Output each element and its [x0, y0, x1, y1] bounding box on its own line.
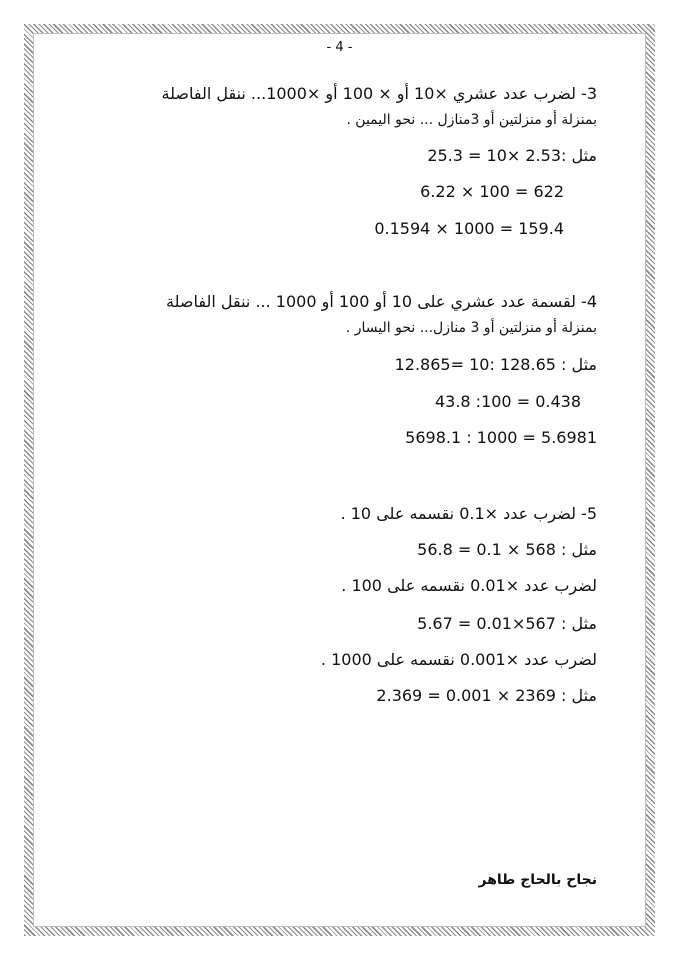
rule-5-line-2: لضرب عدد ×0.01 نقسمه على 100 . [341, 576, 597, 595]
rule-4-example-2: 43.8 :100 = 0.438 [434, 392, 581, 411]
rule-5-example-1: مثل : 568 × 0.1 = 56.8 [417, 540, 597, 559]
rule-3-example-3: 0.1594 × 1000 = 159.4 [374, 219, 564, 238]
rule-5-example-3: مثل : 2369 × 0.001 = 2.369 [376, 686, 597, 705]
rule-5-line-1: 5- لضرب عدد ×0.1 نقسمه على 10 . [340, 504, 597, 523]
rule-3-line-1: 3- لضرب عدد عشري ×10 أو × 100 أو ×1000... ننقل الفاصلة [161, 84, 597, 103]
rule-4-example-1: مثل : 128.65 :10 =12.865 [394, 355, 597, 374]
rule-3-line-2: بمنزلة أو منزلتين أو 3منازل ... نحو اليمين . [346, 112, 597, 128]
author-signature: نجاح بالحاج طاهر [478, 872, 597, 888]
rule-4-example-3: 5698.1 : 1000 = 5.6981 [405, 428, 597, 447]
inner-border-line [33, 33, 646, 927]
rule-5-line-3: لضرب عدد ×0.001 نقسمه على 1000 . [320, 650, 597, 669]
page-number: - 4 - [326, 40, 353, 55]
rule-3-example-2: 6.22 × 100 = 622 [420, 182, 564, 201]
rule-5-example-2: مثل : 567×0.01 = 5.67 [417, 614, 597, 633]
rule-4-line-2: بمنزلة أو منزلتين أو 3 منازل... نحو اليسار . [345, 320, 597, 336]
rule-3-example-1: مثل :2.53 ×10 = 25.3 [427, 146, 597, 165]
rule-4-line-1: 4- لقسمة عدد عشري على 10 أو 100 أو 1000 ... ننقل الفاصلة [166, 292, 597, 311]
